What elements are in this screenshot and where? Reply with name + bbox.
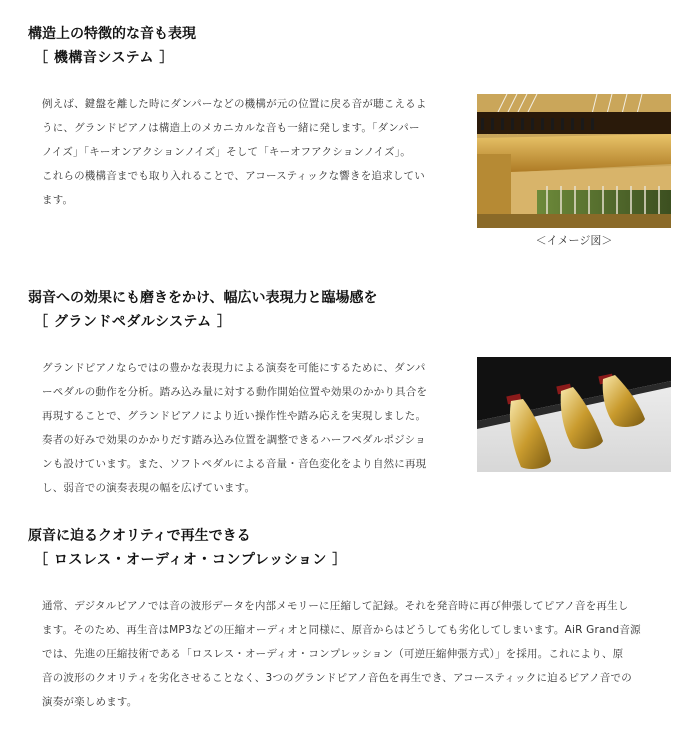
body-line: し、弱音での演奏表現の幅を広げています。: [42, 482, 256, 494]
body-line: うに、グランドピアノは構造上のメカニカルな音も一緒に発します。「ダンパー: [42, 122, 420, 134]
section-1-title: 構造上の特徴的な音も表現: [28, 26, 196, 42]
image-caption: ＜イメージ図＞: [535, 234, 613, 247]
body-line: 通常、デジタルピアノでは音の波形データを内部メモリーに圧縮して記録。それを発音時に再び伸張してピアノ音を再生し: [42, 600, 629, 612]
section-3-body: [42, 594, 641, 714]
section-2-title: 弱音への効果にも磨きをかけ、幅広い表現力と臨場感を: [28, 290, 378, 306]
body-line: ノイズ」「キーオンアクションノイズ」そして「キーオフアクションノイズ」。: [42, 146, 411, 158]
section-2-body: [42, 356, 427, 500]
section-2-subtitle: ［ グランドペダルシステム ］: [34, 314, 232, 330]
section-1-body: [42, 92, 427, 212]
body-line: ンも設けています。また、ソフトペダルによる音量・音色変化をより自然に再現: [42, 458, 427, 470]
body-line: 例えば、鍵盤を離した時にダンパーなどの機構が元の位置に戻る音が聴こえるよ: [42, 98, 427, 110]
body-line: ます。そのため、再生音はMP3などの圧縮オーディオと同様に、原音からはどうしても劣化してしまいます。AiR Grand音源: [42, 624, 641, 636]
body-line: グランドピアノならではの豊かな表現力による演奏を可能にするために、ダンパ: [42, 362, 426, 374]
body-line: これらの機構音までも取り入れることで、アコースティックな響きを追求してい: [42, 170, 425, 182]
body-line: では、先進の圧縮技術である「ロスレス・オーディオ・コンプレッション（可逆圧縮伸張方式）」を採用。これにより、原: [42, 648, 624, 660]
body-line: 音の波形のクオリティを劣化させることなく、3つのグランドピアノ音色を再生でき、アコースティックに迫るピアノ音での: [42, 672, 632, 684]
section-3-subtitle: ［ ロスレス・オーディオ・コンプレッション ］: [34, 552, 347, 568]
body-line: 演奏が楽しめます。: [42, 696, 138, 708]
body-line: ーペダルの動作を分析。踏み込み量に対する動作開始位置や効果のかかり具合を: [42, 386, 428, 398]
body-line: 再現することで、グランドピアノにより近い操作性や踏み応えを実現しました。: [42, 410, 427, 422]
section-1-subtitle: ［ 機構音システム ］: [34, 50, 174, 66]
body-line: ます。: [42, 194, 74, 206]
section-3-title: 原音に迫るクオリティで再生できる: [28, 528, 251, 544]
grand-pedal-image: [477, 357, 671, 472]
piano-mechanism-image: [477, 94, 671, 228]
body-line: 奏者の好みで効果のかかりだす踏み込み位置を調整できるハーフペダルポジショ: [42, 434, 426, 446]
